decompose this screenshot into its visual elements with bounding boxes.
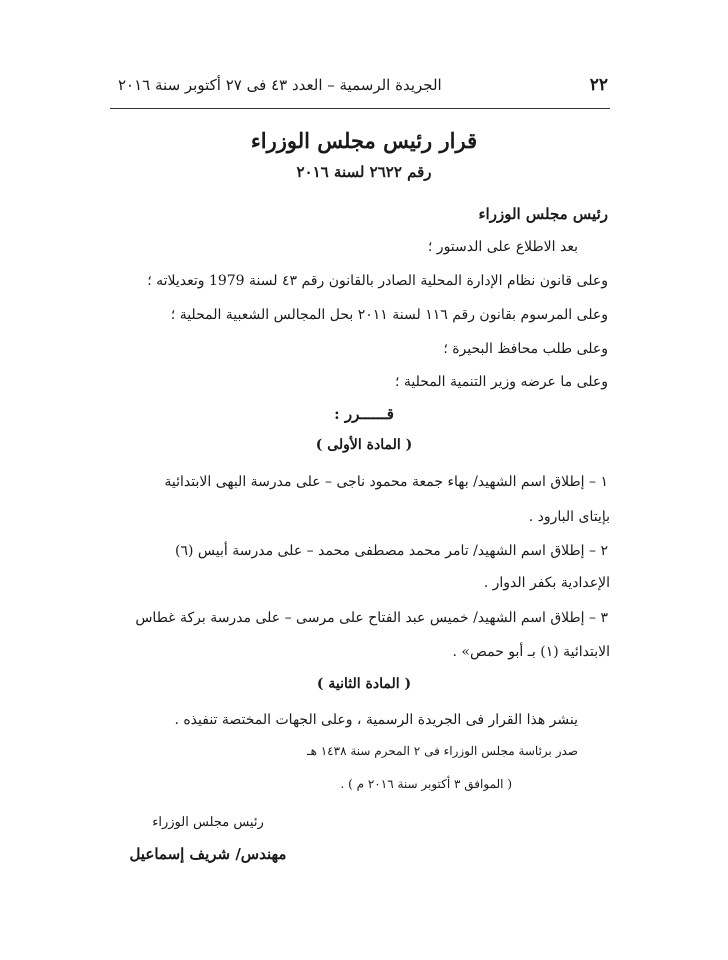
- signature-name: مهندس/ شريف إسماعيل: [129, 845, 287, 863]
- issuer-heading: رئيس مجلس الوزراء: [478, 205, 608, 223]
- article-2-heading: ( المادة الثانية ): [316, 676, 412, 692]
- decree-number: رقم ٢٦٢٢ لسنة ٢٠١٦: [296, 163, 432, 181]
- issued-line: صدر برئاسة مجلس الوزراء فى ٢ المحرم سنة ١٤٣٨ هـ: [307, 744, 578, 758]
- issued-date-line: ( الموافق ٣ أكتوبر سنة ٢٠١٦ م ) .: [340, 777, 512, 791]
- preamble-line: وعلى المرسوم بقانون رقم ١١٦ لسنة ٢٠١١ بحل المجالس الشعبية المحلية ؛: [170, 307, 608, 323]
- preamble-line: وعلى طلب محافظ البحيرة ؛: [443, 341, 608, 357]
- preamble-line: وعلى ما عرضه وزير التنمية المحلية ؛: [394, 374, 608, 390]
- article-1-item-1: ١ – إطلاق اسم الشهيد/ بهاء جمعة محمود ناجى – على مدرسة البهى الابتدائية: [164, 474, 608, 490]
- preamble-line: بعد الاطلاع على الدستور ؛: [427, 239, 578, 255]
- article-2-text: ينشر هذا القرار فى الجريدة الرسمية ، وعلى الجهات المختصة تنفيذه .: [174, 712, 578, 728]
- article-1-item-1-cont: بإيتاى البارود .: [528, 509, 610, 525]
- preamble-line: وعلى قانون نظام الإدارة المحلية الصادر بالقانون رقم ٤٣ لسنة 1979 وتعديلاته ؛: [147, 273, 608, 289]
- article-1-item-3-cont: الابتدائية (١) بـ أبو حمص» .: [452, 644, 610, 660]
- decree-title: قرار رئيس مجلس الوزراء: [250, 128, 478, 153]
- header-rule: [110, 108, 610, 109]
- decided-heading: قــــــرر :: [334, 405, 394, 423]
- page-number: ٢٢: [589, 75, 608, 95]
- article-1-item-2: ٢ – إطلاق اسم الشهيد/ تامر محمد مصطفى محمد – على مدرسة أبيس (٦): [175, 543, 608, 559]
- article-1-item-2-cont: الإعدادية بكفر الدوار .: [483, 575, 610, 591]
- signature-title: رئيس مجلس الوزراء: [152, 815, 264, 830]
- publication-line: الجريدة الرسمية – العدد ٤٣ فى ٢٧ أكتوبر سنة ٢٠١٦: [118, 76, 442, 94]
- article-1-heading: ( المادة الأولى ): [315, 437, 413, 453]
- page-header: [118, 68, 608, 102]
- article-1-item-3: ٣ – إطلاق اسم الشهيد/ خميس عبد الفتاح على مرسى – على مدرسة بركة غطاس: [135, 610, 608, 626]
